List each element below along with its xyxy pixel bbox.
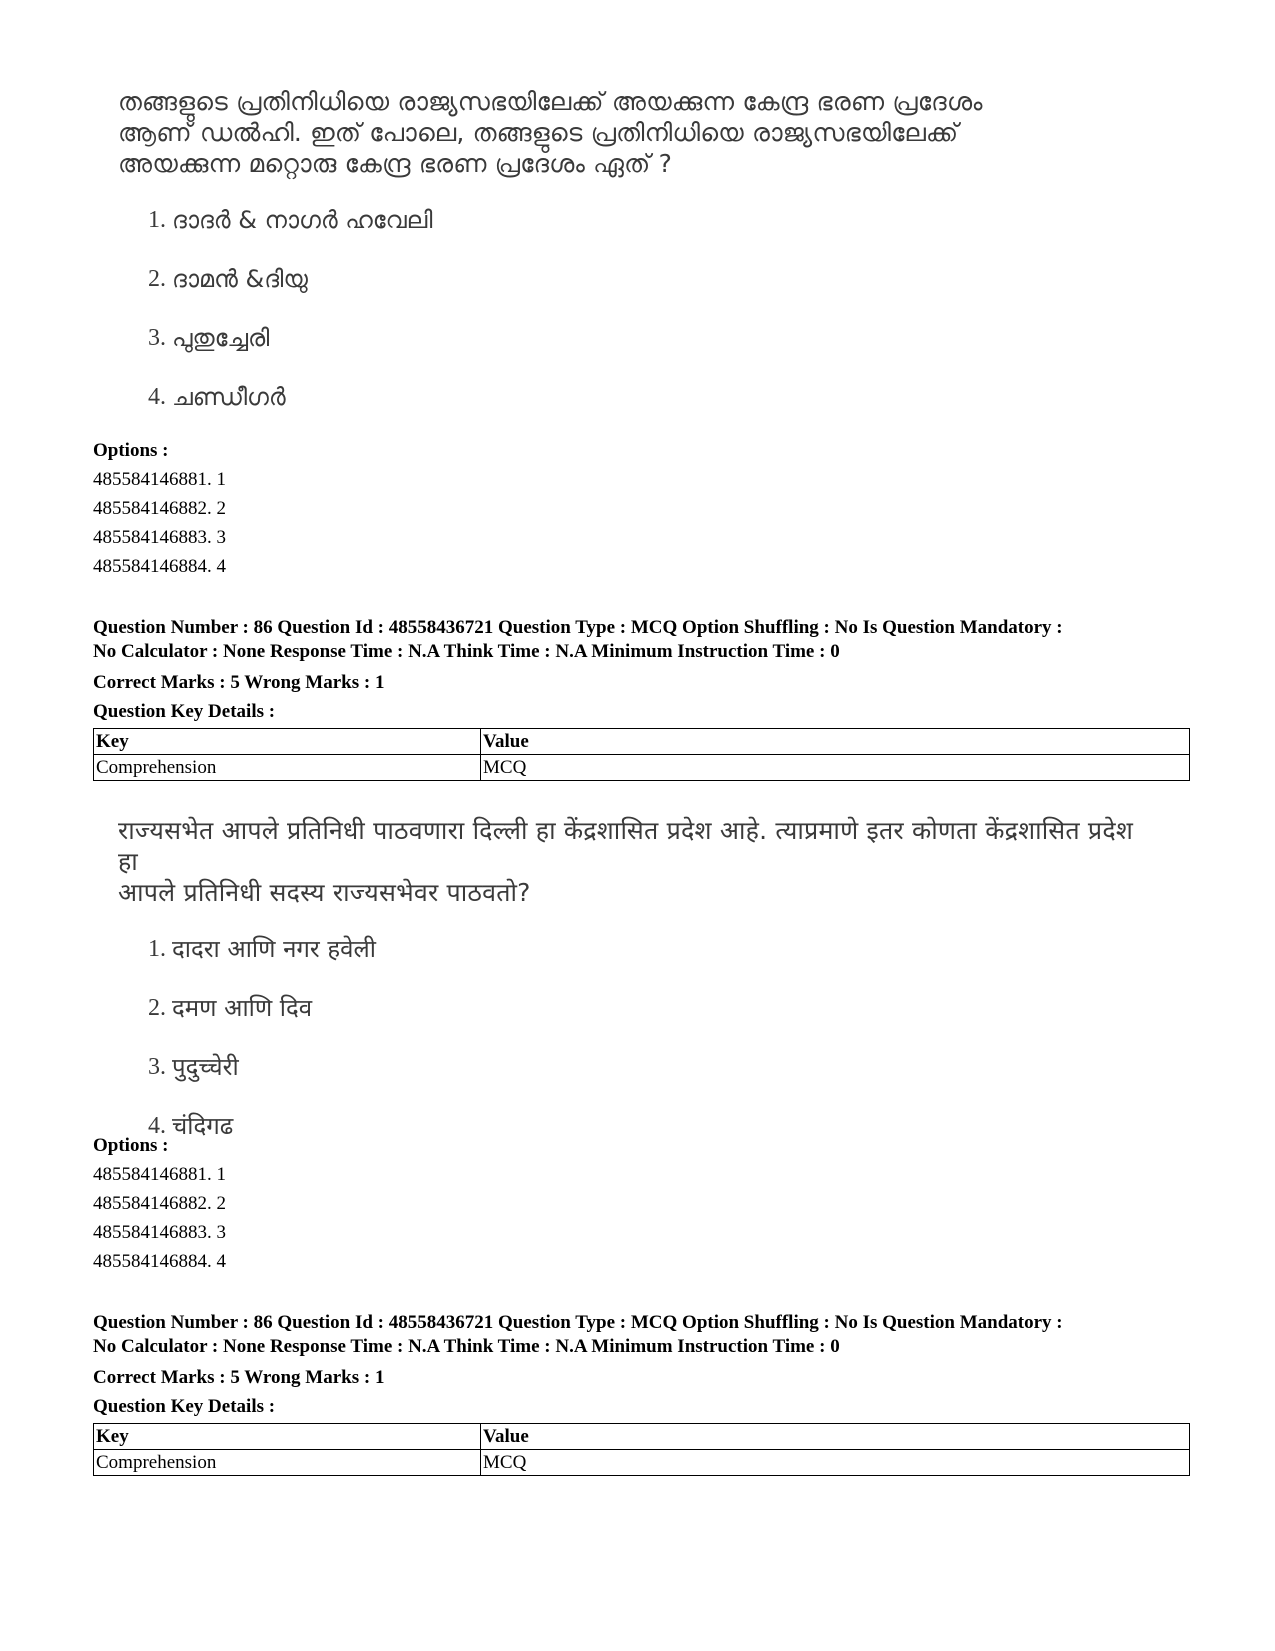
choice-number: 2. [148, 266, 166, 292]
options-label: Options : [93, 440, 169, 461]
choice-number: 3. [148, 1054, 166, 1080]
question-text-line: അയക്കുന്ന മറ്റൊരു കേന്ദ്ര ഭരണ പ്രദേശം ഏത് ? [118, 149, 673, 178]
choice-number: 4. [148, 1113, 166, 1139]
table-row [94, 1450, 1190, 1476]
options-block [93, 1131, 226, 1276]
options-block [93, 436, 226, 581]
question-meta-line: Question Number : 86 Question Id : 48558436721 Question Type : MCQ Option Shuffling : No Is Question Mandatory : [93, 1312, 1063, 1333]
question-choice [148, 993, 1158, 1052]
question-meta-block [93, 616, 1193, 781]
table-cell: MCQ [481, 1450, 1190, 1476]
table-header-value: Value [481, 1424, 1190, 1450]
question-choices [118, 934, 1158, 1170]
question-choices [118, 205, 1158, 441]
choice-number: 2. [148, 995, 166, 1021]
table-header-key: Key [94, 729, 481, 755]
key-details-table [93, 728, 1190, 781]
table-row [94, 755, 1190, 781]
table-cell: MCQ [481, 755, 1190, 781]
choice-text: दमण आणि दिव [172, 994, 313, 1022]
option-row: 485584146884. 4 [93, 556, 226, 577]
question-choice [148, 205, 1158, 264]
choice-text: പുതുച്ചേരി [172, 324, 270, 352]
question-meta-line: Question Number : 86 Question Id : 48558436721 Question Type : MCQ Option Shuffling : No Is Question Mandatory : [93, 617, 1063, 638]
question-text [118, 815, 1158, 908]
marks-line: Correct Marks : 5 Wrong Marks : 1 [93, 672, 385, 693]
question-image-marathi [118, 815, 1158, 1170]
choice-number: 3. [148, 325, 166, 351]
choice-text: ദാമൻ &ദിയു [172, 265, 308, 293]
choice-number: 1. [148, 936, 166, 962]
question-text-line: आपले प्रतिनिधी सदस्य राज्यसभेवर पाठवतो? [118, 878, 531, 907]
table-header-row [94, 729, 1190, 755]
question-meta-block [93, 1311, 1193, 1476]
option-row: 485584146881. 1 [93, 1164, 226, 1185]
key-details-table [93, 1423, 1190, 1476]
table-header-value: Value [481, 729, 1190, 755]
question-choice [148, 934, 1158, 993]
question-meta-line: No Calculator : None Response Time : N.A Think Time : N.A Minimum Instruction Time : 0 [93, 641, 840, 662]
option-row: 485584146882. 2 [93, 1193, 226, 1214]
key-details-label: Question Key Details : [93, 1396, 276, 1417]
question-choice [148, 382, 1158, 441]
table-cell: Comprehension [94, 755, 481, 781]
question-choice [148, 1052, 1158, 1111]
question-meta-line: No Calculator : None Response Time : N.A Think Time : N.A Minimum Instruction Time : 0 [93, 1336, 840, 1357]
choice-text: चंदिगढ [172, 1112, 234, 1140]
marks-line: Correct Marks : 5 Wrong Marks : 1 [93, 1367, 385, 1388]
option-row: 485584146883. 3 [93, 1222, 226, 1243]
key-details-label: Question Key Details : [93, 701, 276, 722]
options-label: Options : [93, 1135, 169, 1156]
option-row: 485584146883. 3 [93, 527, 226, 548]
question-text [118, 86, 1158, 179]
question-choice [148, 264, 1158, 323]
choice-text: ചണ്ഡീഗർ [172, 383, 286, 411]
option-row: 485584146882. 2 [93, 498, 226, 519]
table-cell: Comprehension [94, 1450, 481, 1476]
table-header-row [94, 1424, 1190, 1450]
question-choice [148, 323, 1158, 382]
choice-text: दादरा आणि नगर हवेली [172, 935, 376, 963]
question-text-line: राज्यसभेत आपले प्रतिनिधी पाठवणारा दिल्ली हा केंद्रशासित प्रदेश आहे. त्याप्रमाणे इतर कोणता केंद्रशासित प्रदेश हा [118, 816, 1134, 876]
choice-number: 1. [148, 207, 166, 233]
table-header-key: Key [94, 1424, 481, 1450]
question-text-line: തങ്ങളുടെ പ്രതിനിധിയെ രാജ്യസഭയിലേക്ക് അയക്കുന്ന കേന്ദ്ര ഭരണ പ്രദേശം [118, 87, 983, 116]
choice-number: 4. [148, 384, 166, 410]
question-text-line: ആണ് ഡൽഹി. ഇത് പോലെ, തങ്ങളുടെ പ്രതിനിധിയെ രാജ്യസഭയിലേക്ക് [118, 118, 959, 147]
choice-text: पुदुच्चेरी [172, 1053, 239, 1081]
option-row: 485584146881. 1 [93, 469, 226, 490]
question-image-malayalam [118, 86, 1158, 441]
choice-text: ദാദർ & നാഗർ ഹവേലി [172, 206, 433, 234]
option-row: 485584146884. 4 [93, 1251, 226, 1272]
question-choice [148, 1111, 1158, 1170]
